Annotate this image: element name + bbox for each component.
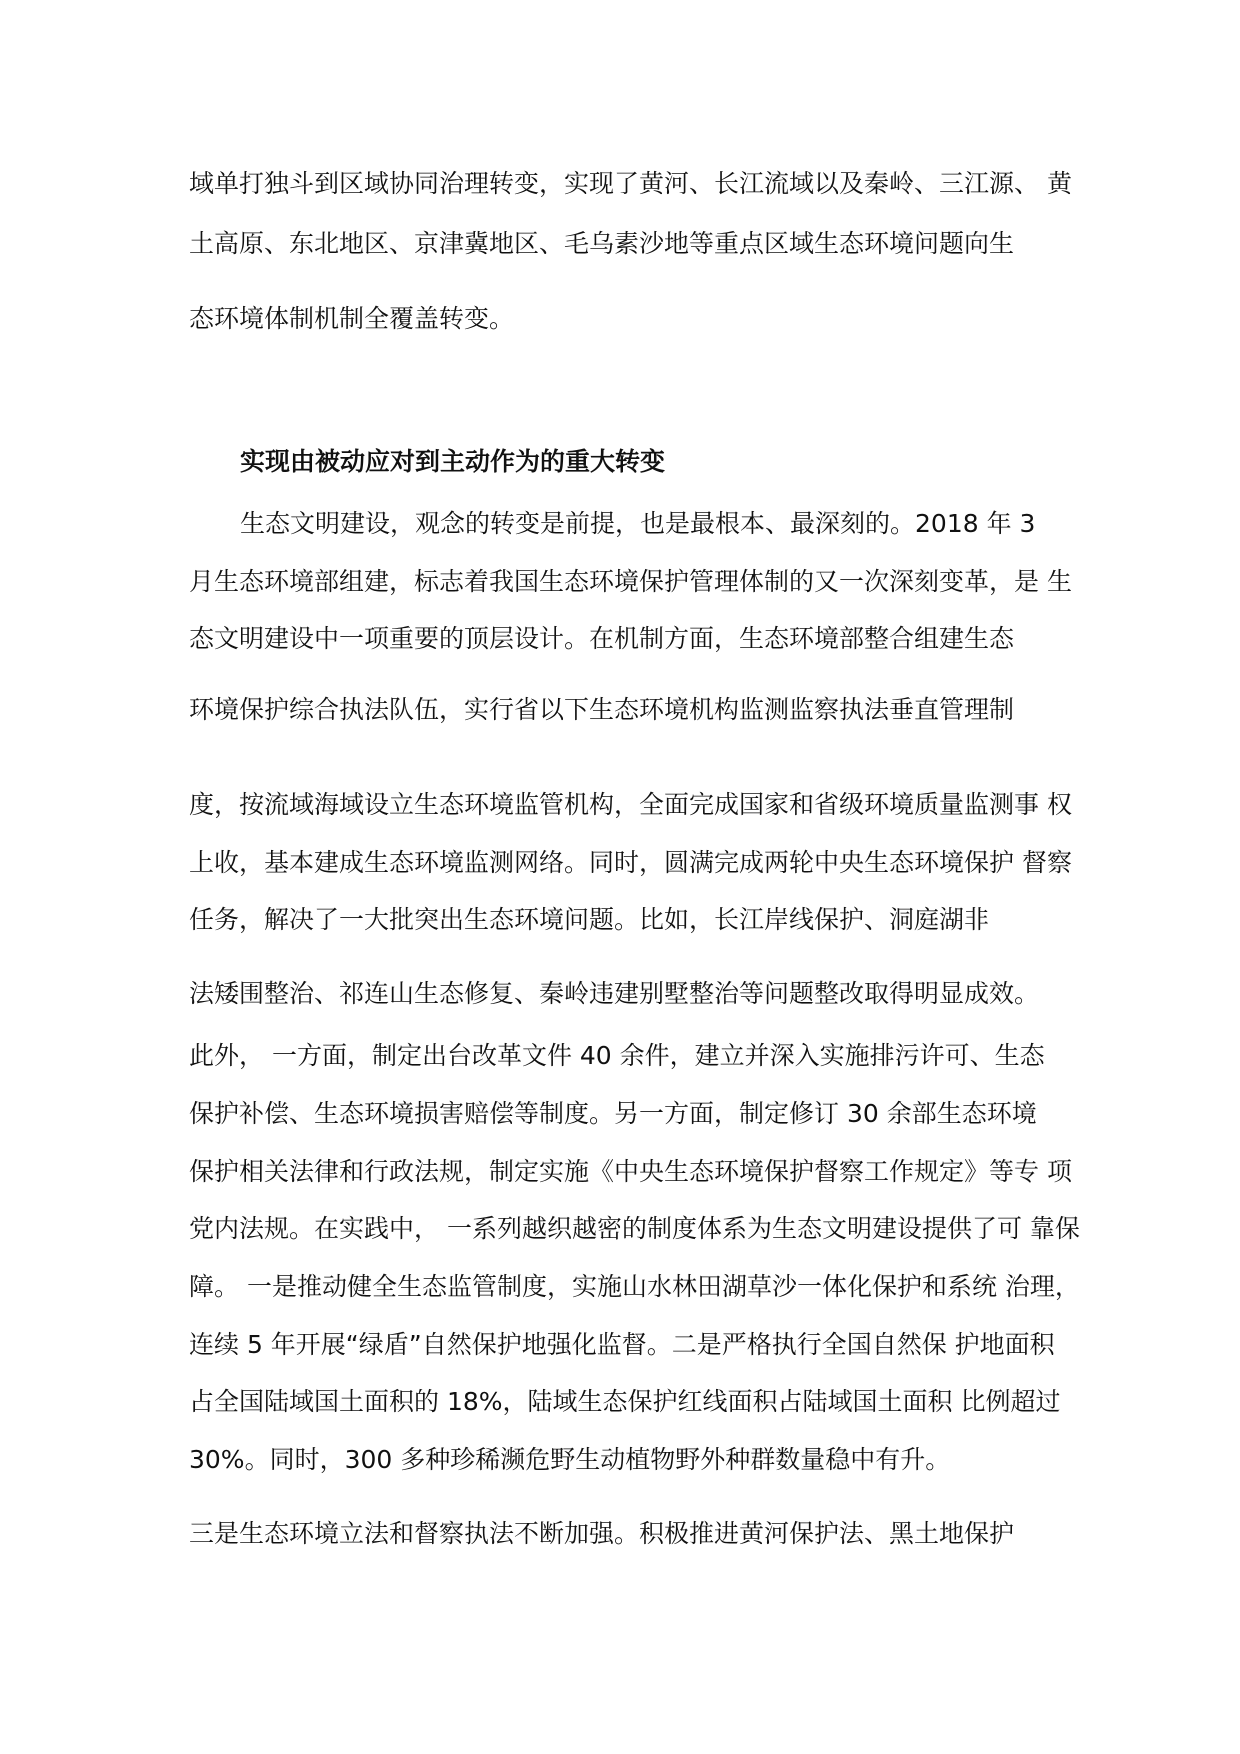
intro-line: 态环境体制机制全覆盖转变。	[189, 304, 515, 333]
section-heading: 实现由被动应对到主动作为的重大转变	[240, 447, 666, 476]
body-line: 此外， 一方面，制定出台改革文件 40 余件，建立并深入实施排污许可、生态	[189, 1041, 1045, 1070]
body-line: 30%。同时，300 多种珍稀濒危野生动植物野外种群数量稳中有升。	[189, 1445, 951, 1474]
body-line: 连续 5 年开展“绿盾”自然保护地强化监督。二是严格执行全国自然保 护地面积	[189, 1330, 1055, 1359]
body-line: 态文明建设中一项重要的顶层设计。在机制方面，生态环境部整合组建生态	[189, 624, 1015, 653]
body-line: 保护相关法律和行政法规，制定实施《中央生态环境保护督察工作规定》等专 项	[189, 1157, 1072, 1186]
body-line: 任务，解决了一大批突出生态环境问题。比如，长江岸线保护、洞庭湖非	[189, 905, 990, 934]
body-line: 生态文明建设，观念的转变是前提，也是最根本、最深刻的。2018 年 3	[240, 509, 1036, 538]
body-line: 度，按流域海域设立生态环境监管机构，全面完成国家和省级环境质量监测事 权	[189, 790, 1072, 819]
intro-line: 土高原、东北地区、京津冀地区、毛乌素沙地等重点区域生态环境问题向生	[189, 229, 1015, 258]
body-line: 障。 一是推动健全生态监管制度，实施山水林田湖草沙一体化保护和系统 治理，	[189, 1272, 1080, 1301]
body-line: 月生态环境部组建，标志着我国生态环境保护管理体制的又一次深刻变革，是 生	[189, 567, 1072, 596]
body-line: 上收，基本建成生态环境监测网络。同时，圆满完成两轮中央生态环境保护 督察	[189, 848, 1072, 877]
body-line: 保护补偿、生态环境损害赔偿等制度。另一方面，制定修订 30 余部生态环境	[189, 1099, 1037, 1128]
body-line: 占全国陆域国土面积的 18%，陆域生态保护红线面积占陆域国土面积 比例超过	[189, 1387, 1061, 1416]
body-line: 党内法规。在实践中， 一系列越织越密的制度体系为生态文明建设提供了可 靠保	[189, 1214, 1080, 1243]
intro-line: 域单打独斗到区域协同治理转变，实现了黄河、长江流域以及秦岭、三江源、 黄	[189, 169, 1072, 198]
body-line: 环境保护综合执法队伍，实行省以下生态环境机构监测监察执法垂直管理制	[189, 695, 1015, 724]
body-line: 三是生态环境立法和督察执法不断加强。积极推进黄河保护法、黑土地保护	[189, 1519, 1015, 1548]
body-line: 法矮围整治、祁连山生态修复、秦岭违建别墅整治等问题整改取得明显成效。	[189, 979, 1040, 1008]
